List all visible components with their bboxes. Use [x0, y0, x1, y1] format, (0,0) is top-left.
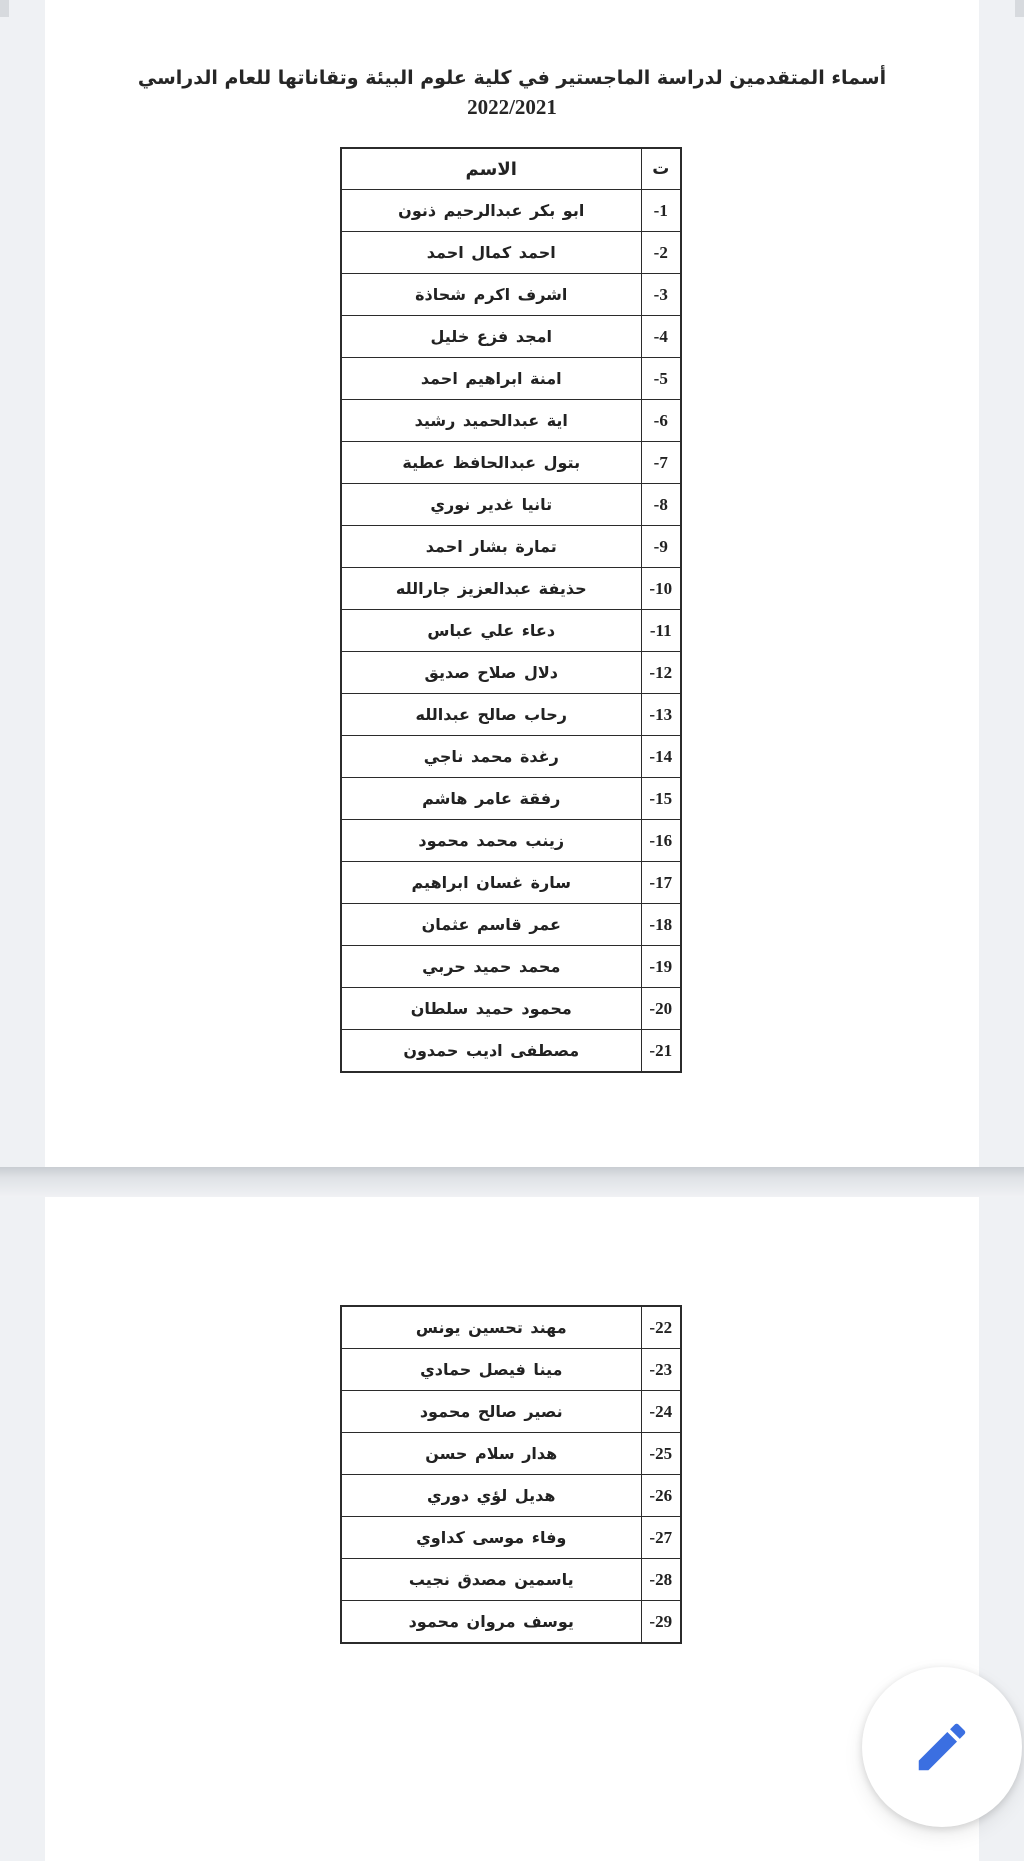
page-separator	[0, 1167, 1024, 1197]
table-row	[341, 946, 681, 988]
table-row	[341, 484, 681, 526]
top-left-corner-artifact	[0, 0, 9, 17]
row-number-cell: -11	[641, 610, 681, 652]
document-page-1	[45, 0, 979, 1167]
row-number-cell: -26	[641, 1475, 681, 1517]
table-row	[341, 274, 681, 316]
row-name-cell: اشرف اكرم شحاذة	[341, 274, 641, 316]
row-number-cell: -10	[641, 568, 681, 610]
row-name-cell: زينب محمد محمود	[341, 820, 641, 862]
row-name-cell: تمارة بشار احمد	[341, 526, 641, 568]
row-name-cell: رغدة محمد ناجي	[341, 736, 641, 778]
table-row	[341, 988, 681, 1030]
applicants-table-page2	[340, 1305, 682, 1644]
row-number-cell: -8	[641, 484, 681, 526]
row-number-cell: -7	[641, 442, 681, 484]
row-number-cell: -24	[641, 1391, 681, 1433]
row-number-cell: -25	[641, 1433, 681, 1475]
document-title-year: 2022/2021	[467, 95, 557, 119]
row-number-cell: -9	[641, 526, 681, 568]
row-number-cell: -16	[641, 820, 681, 862]
row-name-cell: دلال صلاح صديق	[341, 652, 641, 694]
edit-fab-button[interactable]	[862, 1667, 1022, 1827]
row-name-cell: حذيفة عبدالعزيز جارالله	[341, 568, 641, 610]
table-row	[341, 358, 681, 400]
table-row	[341, 1030, 681, 1073]
row-name-cell: هديل لؤي دوري	[341, 1475, 641, 1517]
row-number-cell: -5	[641, 358, 681, 400]
row-number-cell: -2	[641, 232, 681, 274]
row-number-cell: -21	[641, 1030, 681, 1073]
row-number-cell: -27	[641, 1517, 681, 1559]
row-number-cell: -19	[641, 946, 681, 988]
table-row	[341, 400, 681, 442]
table-row	[341, 1349, 681, 1391]
pencil-icon	[911, 1716, 973, 1778]
row-number-cell: -6	[641, 400, 681, 442]
row-name-cell: رفقة عامر هاشم	[341, 778, 641, 820]
row-number-cell: -22	[641, 1306, 681, 1349]
table-row	[341, 820, 681, 862]
row-name-cell: هدار سلام حسن	[341, 1433, 641, 1475]
row-name-cell: احمد كمال احمد	[341, 232, 641, 274]
table-row	[341, 190, 681, 232]
row-name-cell: مهند تحسين يونس	[341, 1306, 641, 1349]
table-row	[341, 568, 681, 610]
row-number-cell: -23	[641, 1349, 681, 1391]
applicants-table-page1	[340, 147, 682, 1073]
table-row	[341, 232, 681, 274]
row-number-cell: -14	[641, 736, 681, 778]
row-number-cell: -3	[641, 274, 681, 316]
row-name-cell: يوسف مروان محمود	[341, 1601, 641, 1644]
row-number-cell: -29	[641, 1601, 681, 1644]
row-number-cell: -18	[641, 904, 681, 946]
document-title	[45, 62, 979, 120]
row-number-cell: -15	[641, 778, 681, 820]
table-row	[341, 610, 681, 652]
row-name-cell: محمد حميد حربي	[341, 946, 641, 988]
row-number-cell: -20	[641, 988, 681, 1030]
table-row	[341, 1601, 681, 1644]
table-header-row	[341, 148, 681, 190]
row-number-cell: -13	[641, 694, 681, 736]
top-right-corner-artifact	[1015, 0, 1024, 17]
row-name-cell: عمر قاسم عثمان	[341, 904, 641, 946]
row-name-cell: نصير صالح محمود	[341, 1391, 641, 1433]
document-page-2	[45, 1197, 979, 1861]
row-name-cell: ابو بكر عبدالرحيم ذنون	[341, 190, 641, 232]
table-row	[341, 1517, 681, 1559]
row-number-cell: -1	[641, 190, 681, 232]
table-row	[341, 1475, 681, 1517]
row-name-cell: امجد فزع خليل	[341, 316, 641, 358]
table-row	[341, 1391, 681, 1433]
row-name-cell: رحاب صالح عبدالله	[341, 694, 641, 736]
row-name-cell: تانيا غدير نوري	[341, 484, 641, 526]
table-row	[341, 904, 681, 946]
table-row	[341, 778, 681, 820]
table-row	[341, 442, 681, 484]
row-name-cell: مينا فيصل حمادي	[341, 1349, 641, 1391]
index-column-header: ت	[641, 148, 681, 190]
table-row	[341, 862, 681, 904]
row-name-cell: دعاء علي عباس	[341, 610, 641, 652]
row-number-cell: -28	[641, 1559, 681, 1601]
row-number-cell: -4	[641, 316, 681, 358]
table-row	[341, 736, 681, 778]
row-name-cell: سارة غسان ابراهيم	[341, 862, 641, 904]
table-row	[341, 526, 681, 568]
table-row	[341, 316, 681, 358]
table-row	[341, 694, 681, 736]
name-column-header: الاسم	[341, 148, 641, 190]
row-name-cell: وفاء موسى كداوي	[341, 1517, 641, 1559]
document-title-line1: أسماء المتقدمين لدراسة الماجستير في كلية علوم البيئة وتقاناتها للعام الدراسي	[137, 67, 887, 89]
row-number-cell: -17	[641, 862, 681, 904]
table-row	[341, 1306, 681, 1349]
row-name-cell: بتول عبدالحافظ عطية	[341, 442, 641, 484]
table-row	[341, 652, 681, 694]
row-name-cell: مصطفى اديب حمدون	[341, 1030, 641, 1073]
row-name-cell: امنة ابراهيم احمد	[341, 358, 641, 400]
row-name-cell: اية عبدالحميد رشيد	[341, 400, 641, 442]
table-row	[341, 1433, 681, 1475]
table-row	[341, 1559, 681, 1601]
row-name-cell: محمود حميد سلطان	[341, 988, 641, 1030]
row-number-cell: -12	[641, 652, 681, 694]
row-name-cell: ياسمين مصدق نجيب	[341, 1559, 641, 1601]
